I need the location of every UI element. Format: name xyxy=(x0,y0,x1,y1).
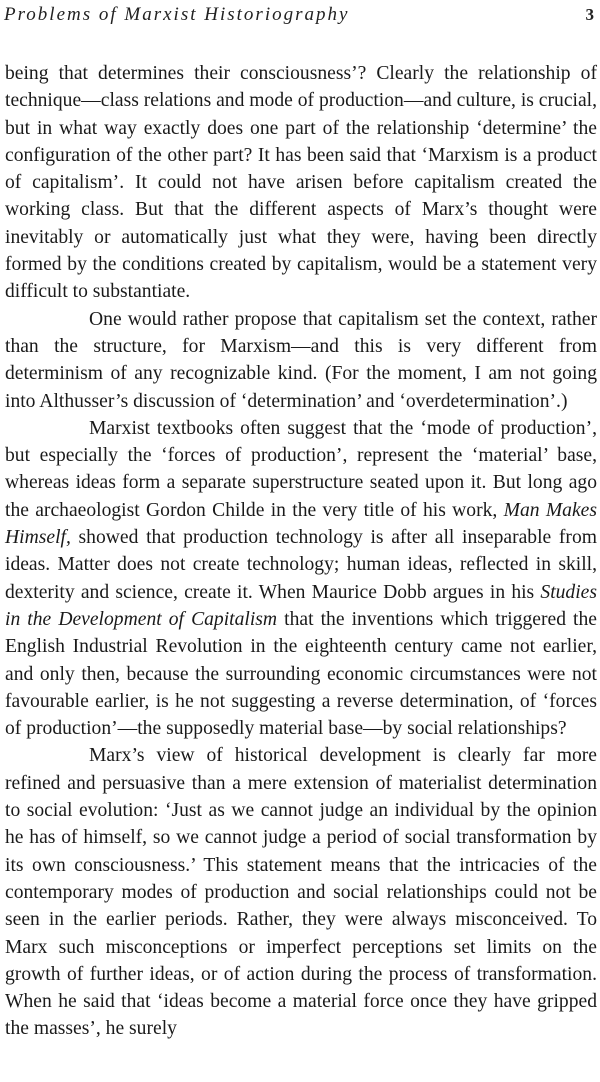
text-segment: One would rather propose that capitalism set the context, rather than the structure, for Marxism—and this is very different from determinism of any recognizable kind. (For the moment, I am not going into Althusser’s discussion of ‘determination’ and ‘overdetermination’.) xyxy=(5,308,597,412)
paragraph-3 xyxy=(5,415,597,743)
text-segment: showed that production technology is after all inseparable from ideas. Matter does not create technology; human ideas, reflected in skill, dexterity and science, create it. When Maurice Dobb argues in his xyxy=(5,527,597,603)
book-title-studies-development-capitalism: Studies in the Development of Capitalism xyxy=(5,581,597,630)
text-segment: being that determines their consciousness’? Clearly the relationship of technique—class relations and mode of production—and culture, is crucial, but in what way exactly does one part of the relationship ‘determine’ the configuration of the other part? It has been said that ‘Marxism is a product of capitalism’. It could not have arisen before capitalism created the working class. But that the different aspects of Marx’s thought were inevitably or automatically just what they were, having been directly formed by the conditions created by capitalism, would be a statement very difficult to substantiate. xyxy=(5,63,597,303)
paragraph-4 xyxy=(5,742,597,1042)
paragraph-2 xyxy=(5,306,597,415)
text-segment: that the inventions which triggered the English Industrial Revolution in the eighteenth century came not earlier, and only then, because the surrounding economic circumstances were not favourable earlier, is he not suggesting a reverse determination, of ‘forces of production’—the supposedly material base—by social relationships? xyxy=(5,608,597,740)
page-number: 3 xyxy=(585,5,594,24)
paragraph-1 xyxy=(5,60,597,306)
running-head: Problems of Marxist Historiography xyxy=(4,4,350,25)
body-text xyxy=(5,60,597,1043)
page-header xyxy=(4,4,594,30)
book-title-man-makes-himself: Man Makes Himself, xyxy=(5,499,597,549)
text-segment: Marx’s view of historical development is clearly far more refined and persuasive than a mere extension of materialist determination to social evolution: ‘Just as we cannot judge an individual by the opinion he has of himself, so we cannot judge a period of social transformation by its own consciousness.’ This statement means that the intricacies of the contemporary modes of production and social relationships could not be seen in the earlier periods. Rather, they were always misconceived. To Marx such misconceptions or imperfect perceptions set limits on the growth of further ideas, or of action during the process of transformation. When he said that ‘ideas become a material force once they have gripped the masses’, he surely xyxy=(5,745,597,1040)
text-segment: Marxist textbooks often suggest that the ‘mode of production’, but especially the ‘forces of production’, represent the ‘material’ base, whereas ideas form a separate superstructure seated upon it. But long ago the archaeologist Gordon Childe in the very title of his work, xyxy=(5,417,597,521)
